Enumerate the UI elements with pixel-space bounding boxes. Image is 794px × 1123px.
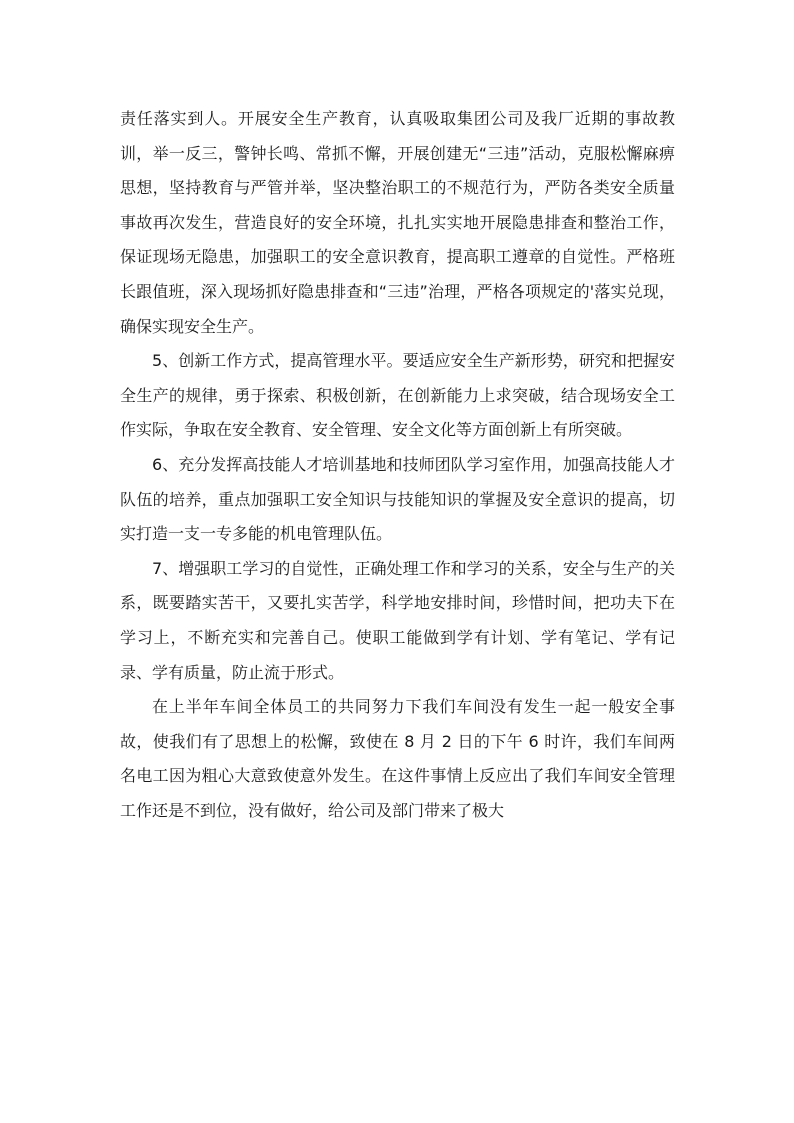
document-body	[120, 102, 675, 828]
paragraph-item-5: 5、创新工作方式，提高管理水平。要适应安全生产新形势，研究和把握安全生产的规律，勇于探索、积极创新，在创新能力上求突破，结合现场安全工作实际，争取在安全教育、安全管理、安全文化等方面创新上有所突破。	[120, 351, 675, 440]
paragraph-summary: 在上半年车间全体员工的共同努力下我们车间没有发生一起一般安全事故，使我们有了思想上的松懈，致使在 8 月 2 日的下午 6 时许，我们车间两名电工因为粗心大意致使意外发生。在这件事情上反应出了我们车间安全管理工作还是不到位，没有做好，给公司及部门带来了极大	[120, 697, 675, 820]
paragraph-item-6: 6、充分发挥高技能人才培训基地和技师团队学习室作用，加强高技能人才队伍的培养，重点加强职工安全知识与技能知识的掌握及安全意识的提高，切实打造一支一专多能的机电管理队伍。	[120, 454, 675, 544]
paragraph-item-7: 7、增强职工学习的自觉性，正确处理工作和学习的关系，安全与生产的关系，既要踏实苦干，又要扎实苦学，科学地安排时间，珍惜时间，把功夫下在学习上，不断充实和完善自己。使职工能做到学有计划、学有笔记、学有记录、学有质量，防止流于形式。	[120, 558, 675, 682]
paragraph-continuation: 责任落实到人。开展安全生产教育，认真吸取集团公司及我厂近期的事故教训，举一反三，警钟长鸣、常抓不懈，开展创建无“三违”活动，克服松懈麻痹思想，坚持教育与严管并举，坚决整治职工的不规范行为，严防各类安全质量事故再次发生，营造良好的安全环境，扎扎实实地开展隐患排查和整治工作，保证现场无隐患，加强职工的安全意识教育，提高职工遵章的自觉性。严格班长跟值班，深入现场抓好隐患排查和“三违”治理，严格各项规定的'落实兑现，确保实现安全生产。	[120, 109, 675, 336]
